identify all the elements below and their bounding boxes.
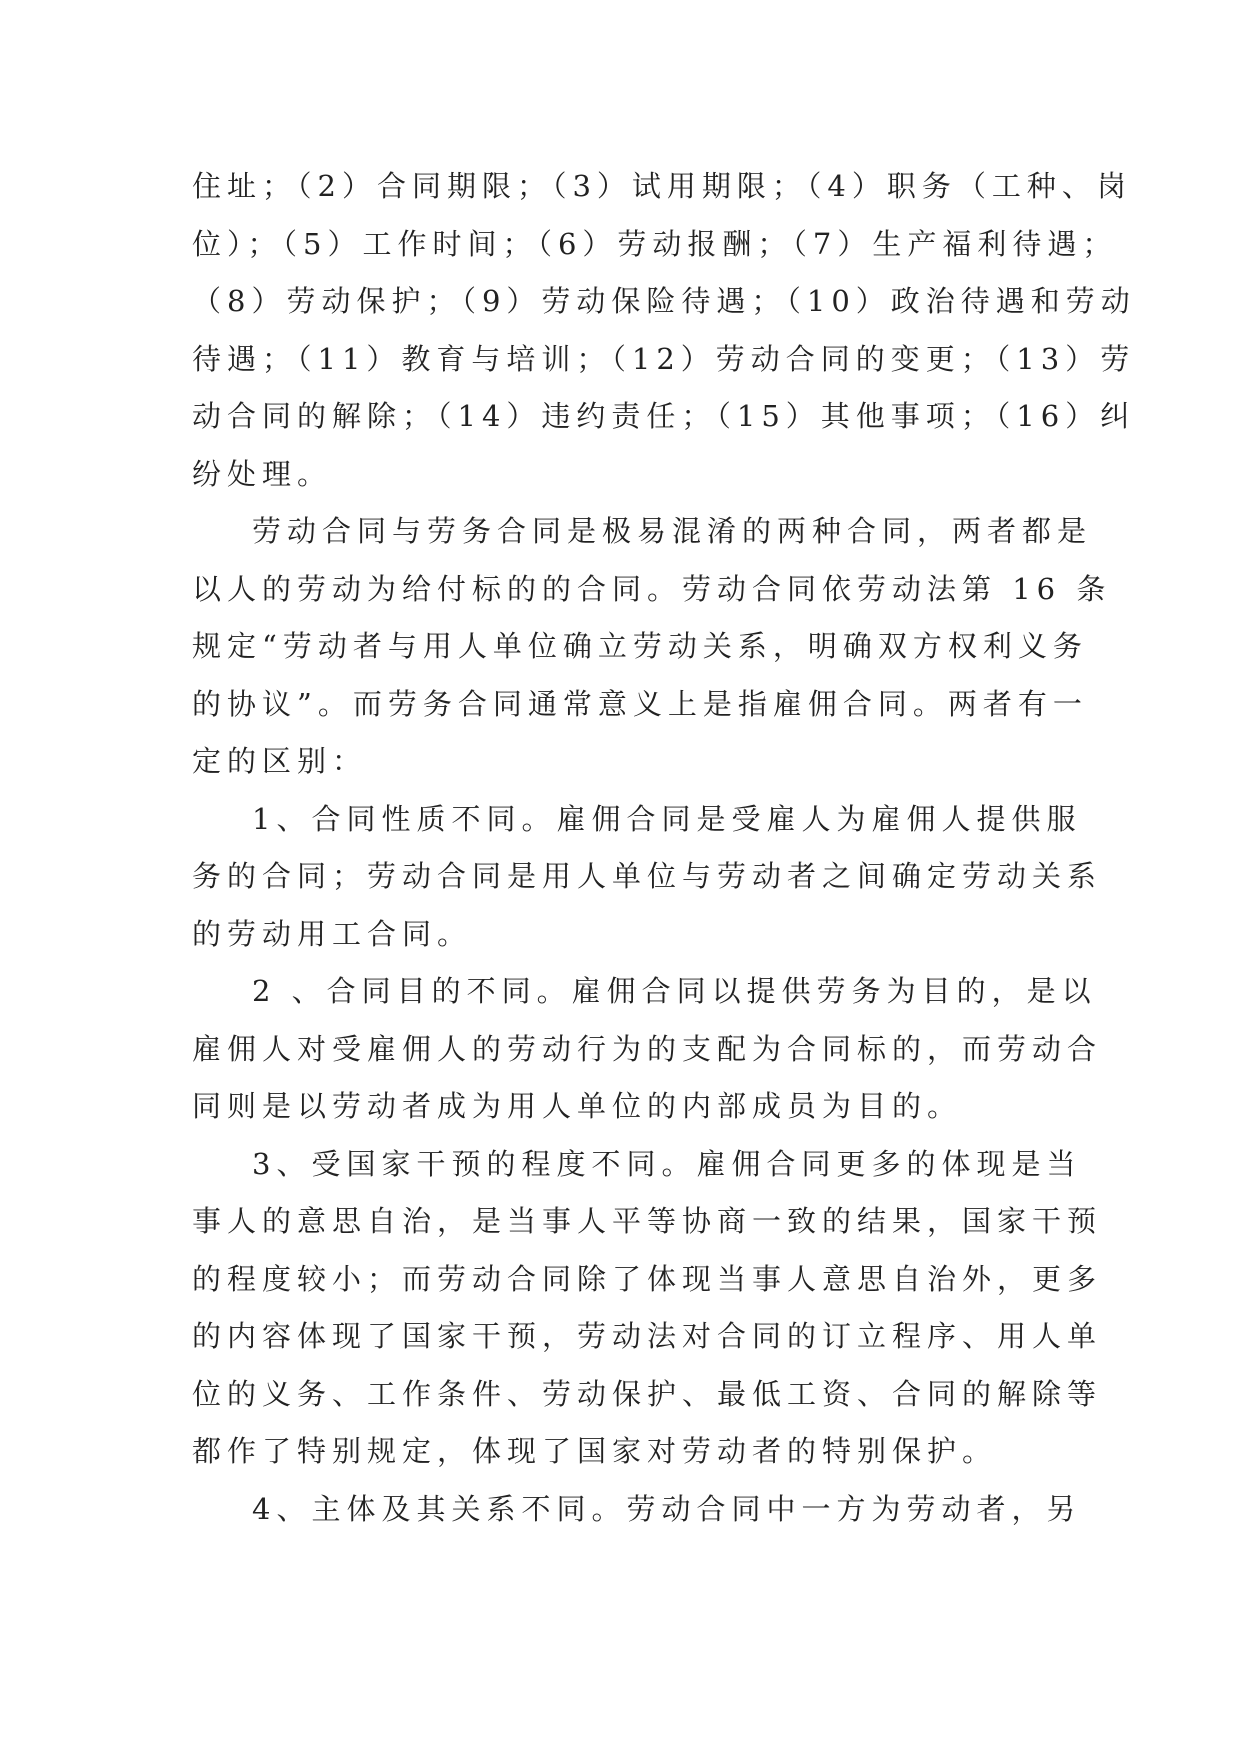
text-line: 劳动合同与劳务合同是极易混淆的两种合同，两者都是	[252, 514, 1093, 548]
text-line: 事人的意思自治，是当事人平等协商一致的结果，国家干预	[192, 1204, 1103, 1238]
text-line: 规定“劳动者与用人单位确立劳动关系，明确双方权利义务	[192, 629, 1088, 663]
text-line: 待遇；（11）教育与培训；（12）劳动合同的变更；（13）劳	[192, 341, 1136, 376]
text-line: 同则是以劳动者成为用人单位的内部成员为目的。	[192, 1089, 963, 1123]
text-line: 2 、合同目的不同。雇佣合同以提供劳务为目的，是以	[252, 974, 1097, 1008]
text-line: 动合同的解除；（14）违约责任；（15）其他事项；（16）纠	[192, 399, 1136, 433]
text-line: 4、主体及其关系不同。劳动合同中一方为劳动者，另	[252, 1491, 1082, 1526]
text-line: 纷处理。	[192, 456, 333, 491]
text-line: 都作了特别规定，体现了国家对劳动者的特别保护。	[192, 1434, 998, 1468]
text-line: 位的义务、工作条件、劳动保护、最低工资、合同的解除等	[192, 1376, 1103, 1411]
text-line: 的程度较小；而劳动合同除了体现当事人意思自治外，更多	[192, 1261, 1103, 1296]
text-line: （8）劳动保护；（9）劳动保险待遇；（10）政治待遇和劳动	[192, 284, 1136, 318]
text-line: 住址；（2）合同期限；（3）试用期限；（4）职务（工种、岗	[192, 169, 1132, 203]
text-line: 1、合同性质不同。雇佣合同是受雇人为雇佣人提供服	[252, 801, 1082, 836]
text-line: 雇佣人对受雇佣人的劳动行为的支配为合同标的，而劳动合	[192, 1031, 1103, 1066]
document-body	[192, 158, 1136, 1538]
text-line: 务的合同；劳动合同是用人单位与劳动者之间确定劳动关系	[192, 859, 1103, 893]
text-line: 定的区别：	[192, 744, 368, 778]
text-line: 的劳动用工合同。	[192, 916, 473, 951]
text-line: 以人的劳动为给付标的的合同。劳动合同依劳动法第 16 条	[192, 571, 1112, 606]
text-line: 的内容体现了国家干预，劳动法对合同的订立程序、用人单	[192, 1319, 1103, 1353]
text-line: 3、受国家干预的程度不同。雇佣合同更多的体现是当	[252, 1146, 1082, 1181]
text-line: 位）；（5）工作时间；（6）劳动报酬；（7）生产福利待遇；	[192, 226, 1118, 261]
text-line: 的协议”。而劳务合同通常意义上是指雇佣合同。两者有一	[192, 686, 1088, 721]
